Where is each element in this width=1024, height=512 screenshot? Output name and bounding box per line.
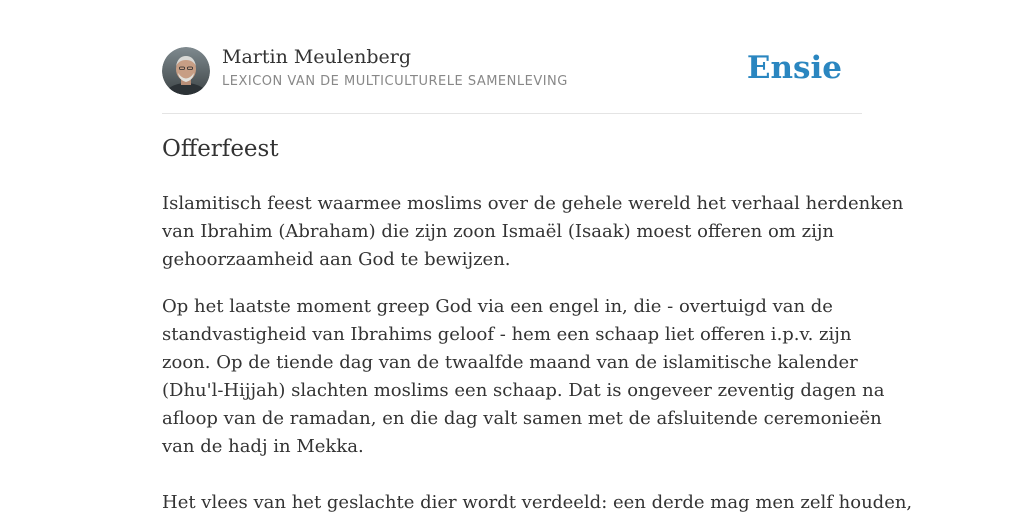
paragraph-2 [162,293,885,461]
paragraph-line: gehoorzaamheid aan God te bewijzen. [162,249,511,270]
paragraph-line: zoon. Op de tiende dag van de twaalfde maand van de islamitische kalender [162,352,858,373]
article-title: Offerfeest [162,136,279,162]
source-lexicon[interactable]: LEXICON VAN DE MULTICULTURELE SAMENLEVING [222,74,568,89]
author-name[interactable]: Martin Meulenberg [222,46,411,68]
paragraph-line: van Ibrahim (Abraham) die zijn zoon Ismaël (Isaak) moest offeren om zijn [162,221,835,242]
ensie-logo[interactable]: Ensie [746,50,842,86]
paragraph-1 [162,190,904,274]
paragraph-line: Het vlees van het geslachte dier wordt verdeeld: een derde mag men zelf houden, [162,492,913,512]
paragraph-line: afloop van de ramadan, en die dag valt samen met de afsluitende ceremonieën [162,408,882,429]
paragraph-3 [162,489,913,512]
paragraph-line: (Dhu'l-Hijjah) slachten moslims een schaap. Dat is ongeveer zeventig dagen na [162,380,885,401]
paragraph-line: van de hadj in Mekka. [162,436,364,457]
article-body [162,190,913,512]
paragraph-line: standvastigheid van Ibrahims geloof - hem een schaap liet offeren i.p.v. zijn [162,324,852,345]
paragraph-line: Islamitisch feest waarmee moslims over de gehele wereld het verhaal herdenken [162,193,904,214]
header [162,46,862,96]
portrait-avatar-icon[interactable] [162,47,210,95]
header-divider [162,113,862,114]
paragraph-line: Op het laatste moment greep God via een engel in, die - overtuigd van de [162,296,833,317]
